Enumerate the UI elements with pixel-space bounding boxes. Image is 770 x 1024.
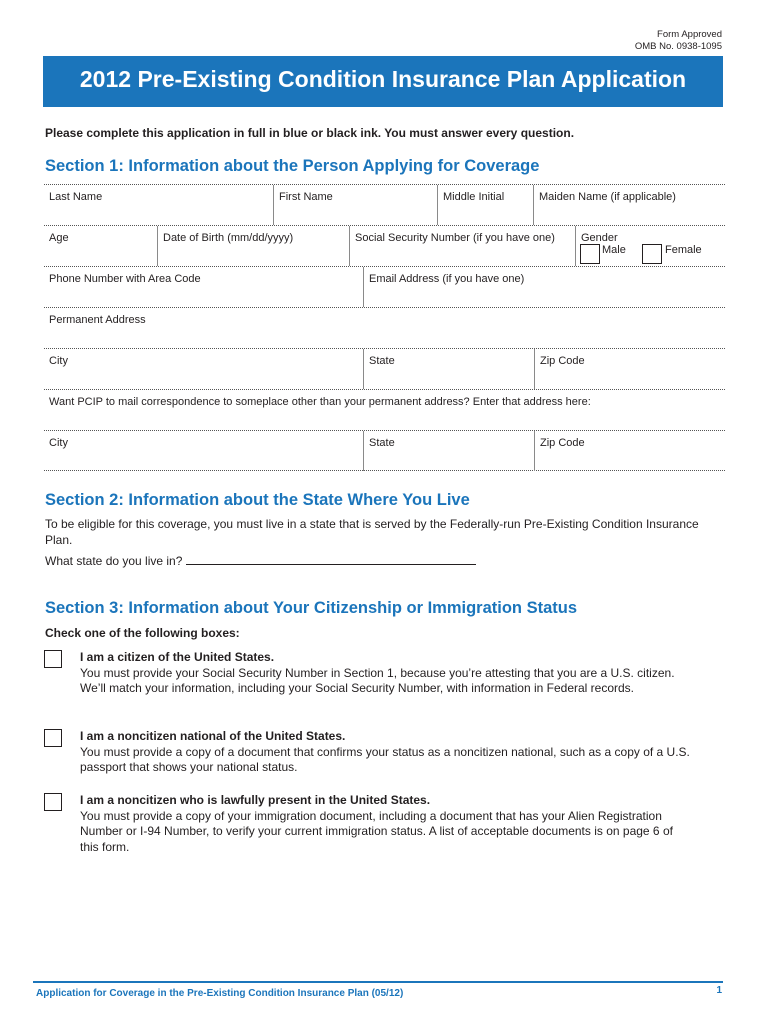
- mailing-address-row: [44, 389, 725, 430]
- first-name-label: First Name: [279, 191, 333, 203]
- zip-label: Zip Code: [540, 355, 585, 367]
- mailing-address-label: Want PCIP to mail correspondence to someplace other than your permanent address? Enter that address here:: [49, 396, 591, 408]
- lawfully-present-option-lead: I am a noncitizen who is lawfully present in the United States.: [80, 793, 431, 807]
- name-row: [44, 184, 725, 225]
- ssn-label: Social Security Number (if you have one): [355, 232, 555, 244]
- city-field[interactable]: [44, 349, 363, 389]
- title-banner: [43, 56, 723, 107]
- lawfully-present-option-text: [80, 793, 690, 855]
- mailing-zip-label: Zip Code: [540, 437, 585, 449]
- section1-title: Section 1: Information about the Person Applying for Coverage: [45, 157, 540, 175]
- age-field[interactable]: [44, 226, 157, 266]
- age-dob-row: [44, 225, 725, 266]
- noncitizen-national-option-lead: I am a noncitizen national of the United States.: [80, 729, 346, 743]
- noncitizen-national-checkbox[interactable]: [44, 729, 62, 747]
- zip-field[interactable]: [534, 349, 725, 389]
- middle-initial-label: Middle Initial: [443, 191, 505, 203]
- form-approved-label: Form Approved: [657, 29, 722, 40]
- state-label: State: [369, 355, 395, 367]
- male-label: Male: [602, 244, 626, 256]
- state-answer-line[interactable]: [186, 554, 476, 565]
- first-name-field[interactable]: [273, 185, 437, 225]
- noncitizen-national-option-detail: You must provide a copy of a document that confirms your status as a noncitizen national, such as a copy of a U.S. passport that shows your national status.: [80, 744, 690, 775]
- mailing-state-field[interactable]: [363, 431, 534, 471]
- maiden-name-field[interactable]: [533, 185, 725, 225]
- city-label: City: [49, 355, 68, 367]
- lawfully-present-option-detail: You must provide a copy of your immigration document, including a document that has your Alien Registration Number or I-94 Number, to verify your current immigration status. A list of acceptable documents is on page 6 of this form.: [80, 808, 673, 854]
- footer-divider: [33, 981, 723, 983]
- citizen-option-text: [80, 650, 690, 697]
- section3-title: Section 3: Information about Your Citizenship or Immigration Status: [45, 599, 578, 617]
- mailing-city-field[interactable]: [44, 431, 363, 471]
- state-question-label: What state do you live in?: [45, 554, 183, 568]
- address-row: [44, 307, 725, 348]
- dob-field[interactable]: [157, 226, 349, 266]
- permanent-address-field[interactable]: [44, 308, 725, 348]
- mailing-city-state-row: [44, 430, 725, 471]
- last-name-field[interactable]: [44, 185, 273, 225]
- state-field[interactable]: [363, 349, 534, 389]
- page-title: 2012 Pre-Existing Condition Insurance Plan Application: [79, 66, 687, 92]
- age-label: Age: [49, 232, 69, 244]
- email-field[interactable]: [363, 267, 725, 307]
- email-label: Email Address (if you have one): [369, 273, 525, 285]
- maiden-name-label: Maiden Name (if applicable): [539, 191, 676, 203]
- phone-field[interactable]: [44, 267, 363, 307]
- state-question: [45, 553, 476, 569]
- mailing-city-label: City: [49, 437, 68, 449]
- citizen-option-lead: I am a citizen of the United States.: [80, 650, 275, 664]
- contact-row: [44, 266, 725, 307]
- section2-title: Section 2: Information about the State Where You Live: [45, 491, 470, 509]
- last-name-label: Last Name: [49, 191, 103, 203]
- permanent-address-label: Permanent Address: [49, 314, 146, 326]
- omb-number: OMB No. 0938-1095: [634, 40, 722, 52]
- citizen-option-detail: You must provide your Social Security Number in Section 1, because you’re attesting that you are a U.S. citizen. We’ll match your information, including your Social Security Number, with information in Federal records.: [80, 665, 675, 696]
- gender-label: Gender: [581, 232, 618, 244]
- female-label: Female: [665, 244, 702, 256]
- lawfully-present-checkbox[interactable]: [44, 793, 62, 811]
- mailing-zip-field[interactable]: [534, 431, 725, 471]
- city-state-row: [44, 348, 725, 389]
- phone-label: Phone Number with Area Code: [49, 273, 201, 285]
- mailing-address-field[interactable]: [44, 390, 725, 430]
- female-checkbox[interactable]: [642, 244, 662, 264]
- instructions: Please complete this application in full in blue or black ink. You must answer every question.: [45, 126, 575, 140]
- dob-label: Date of Birth (mm/dd/yyyy): [163, 232, 294, 244]
- middle-initial-field[interactable]: [437, 185, 533, 225]
- footer-form-title: Application for Coverage in the Pre-Existing Condition Insurance Plan (05/12): [36, 988, 404, 999]
- mailing-state-label: State: [369, 437, 395, 449]
- ssn-field[interactable]: [349, 226, 575, 266]
- section2-description: To be eligible for this coverage, you must live in a state that is served by the Federally-run Pre-Existing Condition Insurance Plan.: [45, 517, 699, 547]
- form-approval-note: [635, 29, 722, 52]
- page-number: 1: [716, 985, 722, 996]
- check-one-instruction: Check one of the following boxes:: [45, 626, 240, 640]
- noncitizen-national-option-text: [80, 729, 690, 776]
- citizen-checkbox[interactable]: [44, 650, 62, 668]
